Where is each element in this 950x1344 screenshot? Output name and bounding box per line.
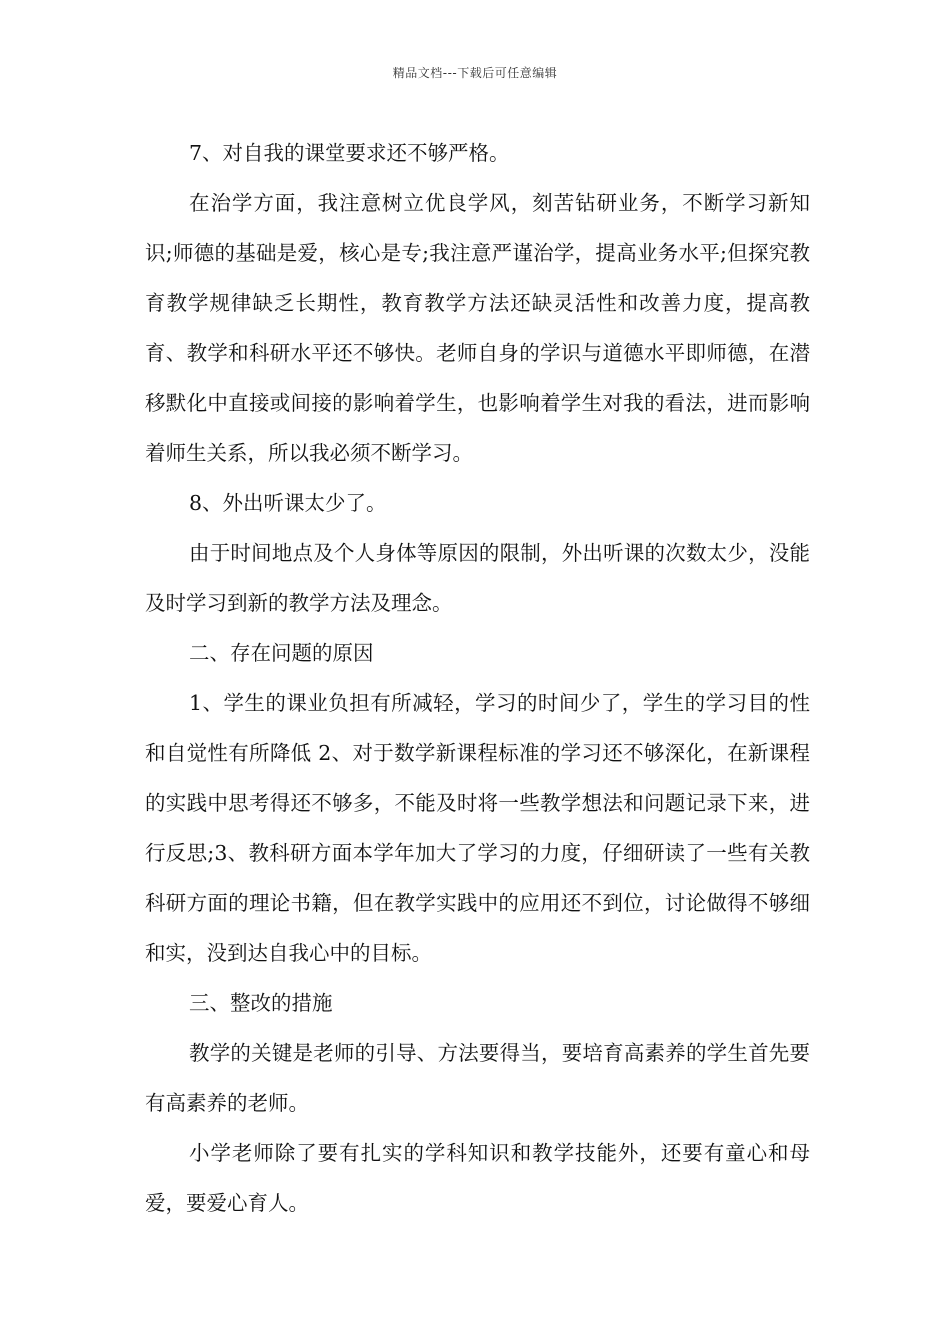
section-heading-causes: 二、存在问题的原因	[189, 641, 374, 665]
document-body	[145, 128, 810, 1228]
paragraph-teaching-study: 在治学方面，我注意树立优良学风，刻苦钻研业务，不断学习新知识;师德的基础是爱，核心是专;我注意严谨治学，提高业务水平;但探究教育教学规律缺乏长期性，教育教学方法还缺灵活性和改善力度，提高教育、教学和科研水平还不够快。老师自身的学识与道德水平即师德，在潜移默化中直接或间接的影响着学生，也影响着学生对我的看法，进而影响着师生关系，所以我必须不断学习。	[145, 191, 810, 465]
header-note: 精品文档---下载后可任意编辑	[392, 66, 558, 80]
paragraph-external-classes: 由于时间地点及个人身体等原因的限制，外出听课的次数太少，没能及时学习到新的教学方法及理念。	[145, 541, 810, 615]
paragraph-item-8: 8、外出听课太少了。	[189, 491, 387, 515]
paragraph-teaching-key: 教学的关键是老师的引导、方法要得当，要培育高素养的学生首先要有高素养的老师。	[145, 1041, 810, 1115]
paragraph-item-7: 7、对自我的课堂要求还不够严格。	[189, 141, 510, 165]
section-heading-measures: 三、整改的措施	[189, 991, 333, 1015]
paragraph-causes: 1、学生的课业负担有所减轻，学习的时间少了，学生的学习目的性和自觉性有所降低 2、对于数学新课程标准的学习还不够深化，在新课程的实践中思考得还不够多，不能及时将一些教学想法和问题记录下来，进行反思;3、教科研方面本学年加大了学习的力度，仔细研读了一些有关教科研方面的理论书籍，但在教学实践中的应用还不到位，讨论做得不够细和实，没到达自我心中的目标。	[145, 691, 810, 965]
paragraph-primary-teacher: 小学老师除了要有扎实的学科知识和教学技能外，还要有童心和母爱，要爱心育人。	[145, 1141, 810, 1215]
